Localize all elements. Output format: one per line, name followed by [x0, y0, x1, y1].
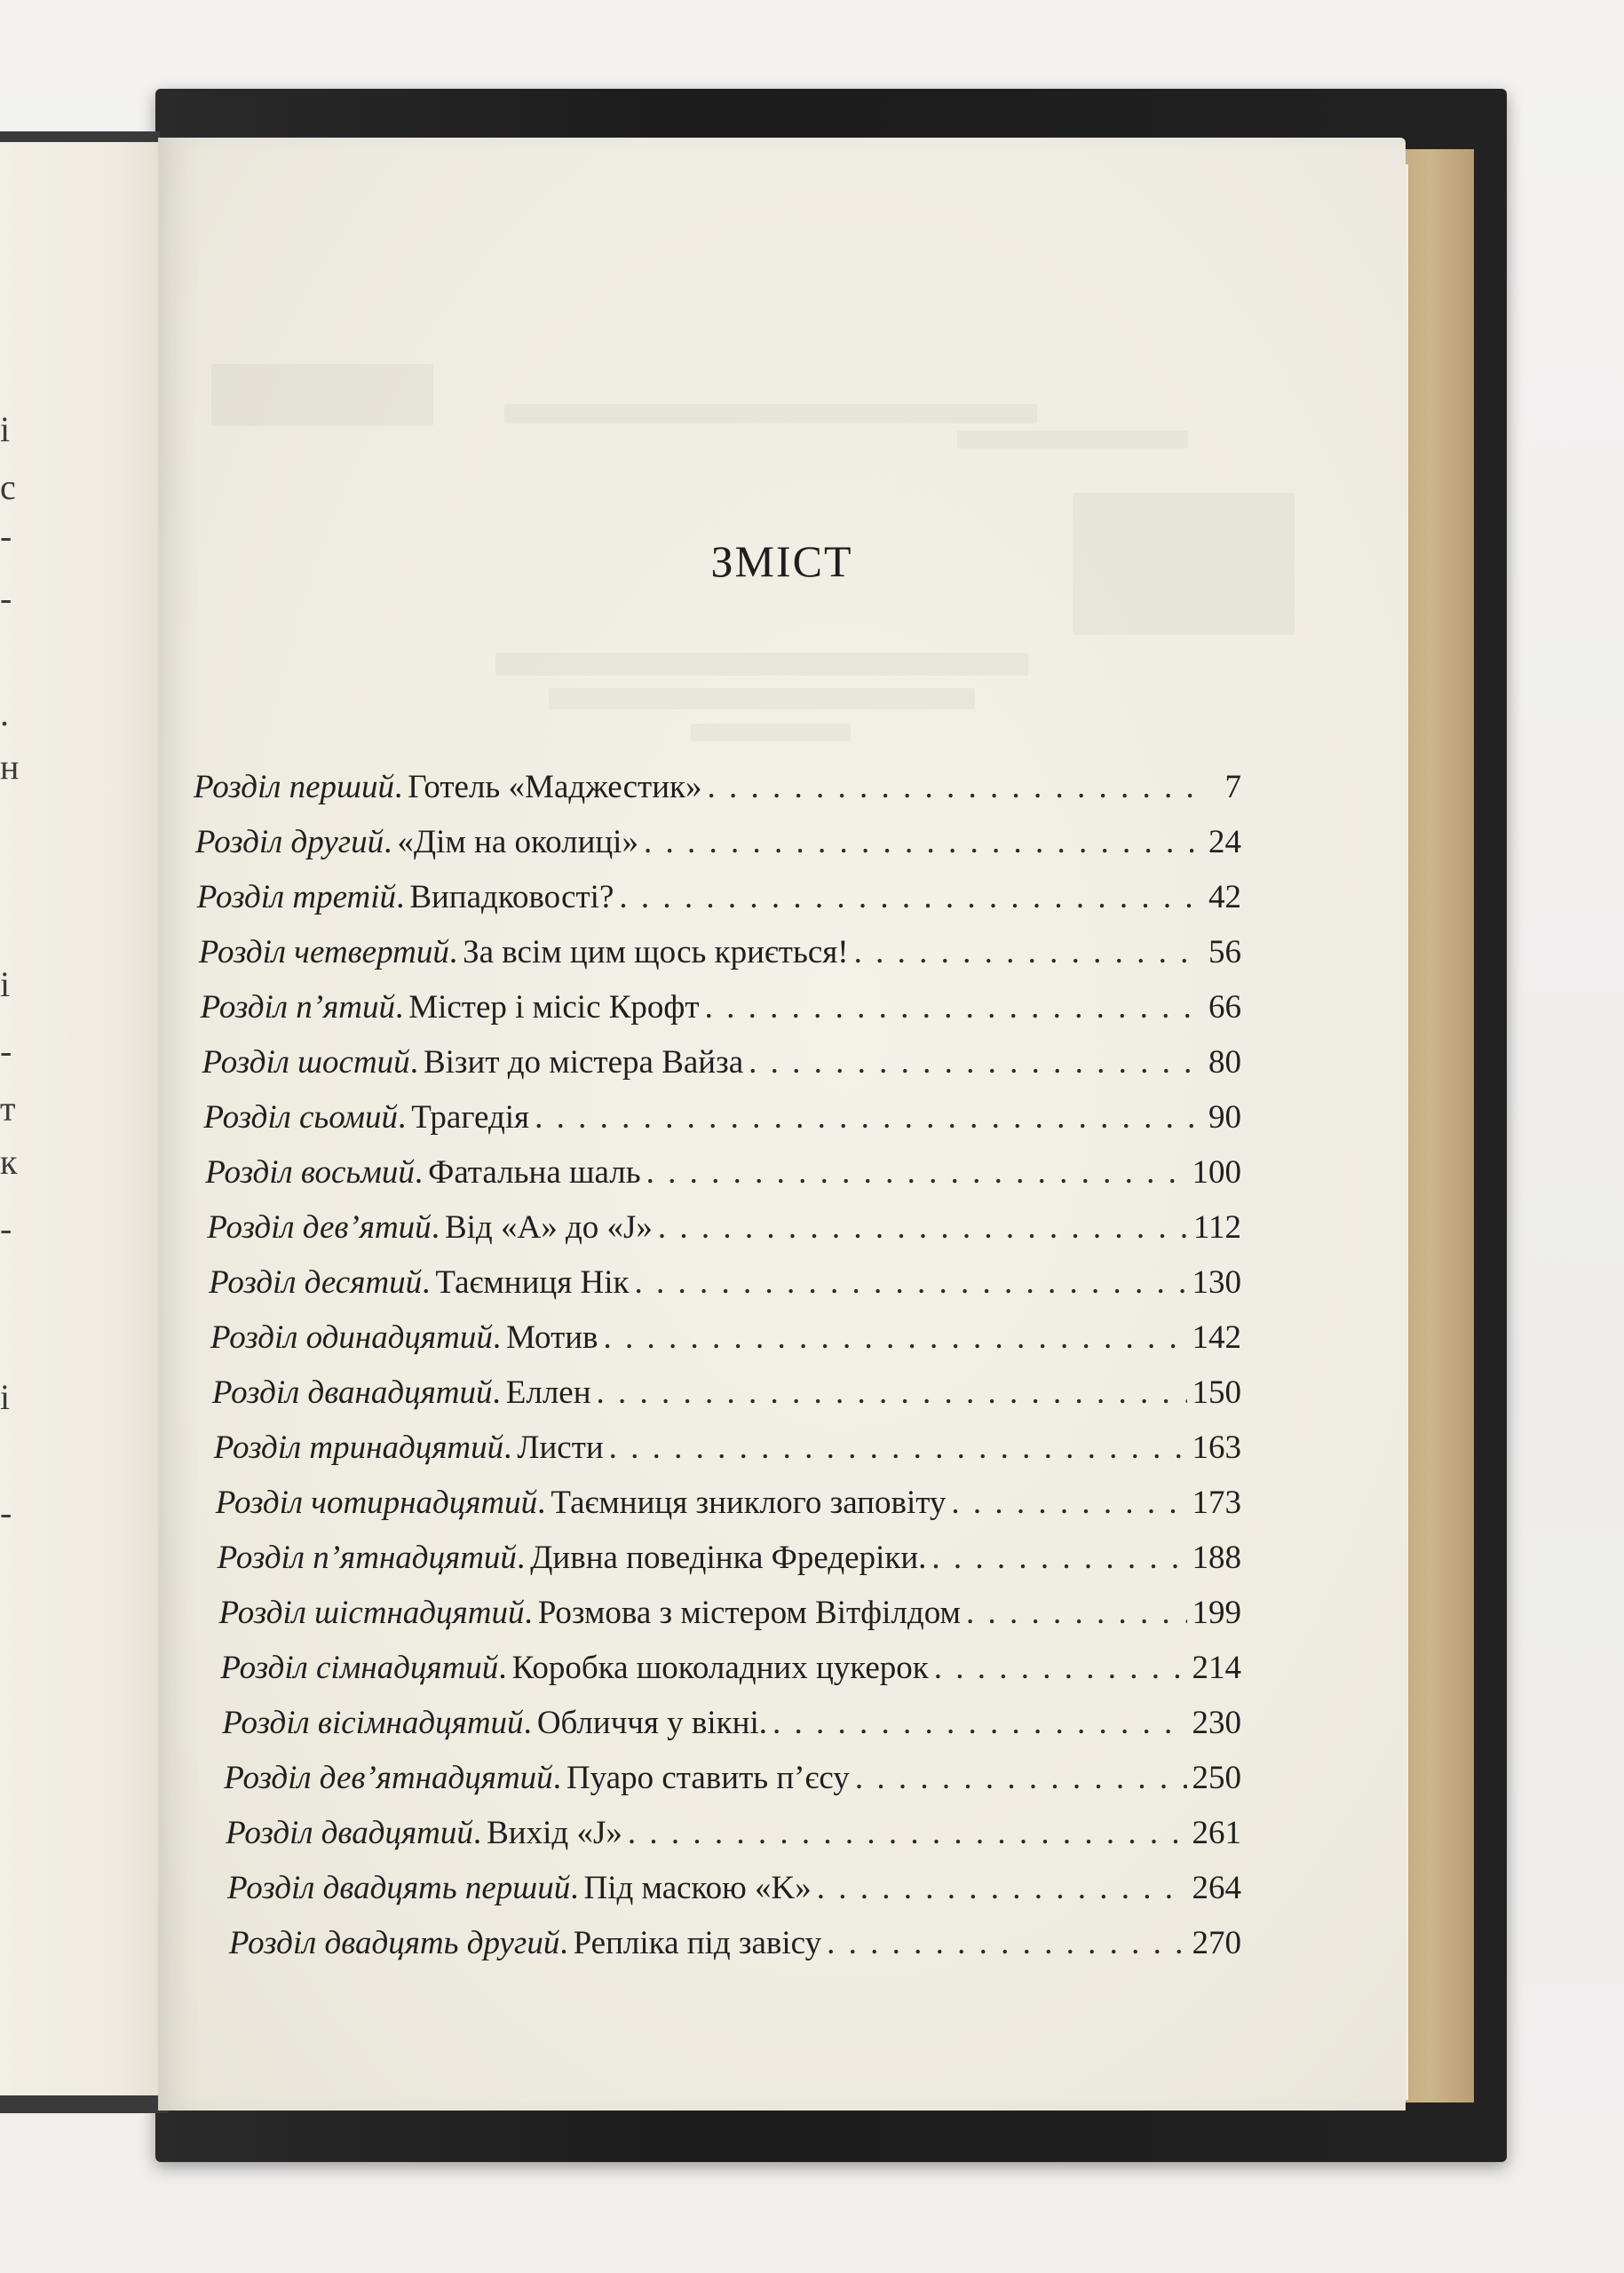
page-number: 163	[1192, 1430, 1241, 1466]
leader-dots	[934, 1649, 1187, 1687]
leader-dots	[966, 1594, 1187, 1632]
toc-entry	[194, 1814, 1241, 1869]
chapter-label: Розділ дев’ятнадцятий	[224, 1760, 553, 1796]
toc-entry	[194, 1484, 1241, 1539]
page-number: 80	[1208, 1044, 1241, 1081]
separator: .	[422, 1264, 431, 1301]
chapter-title: Вихід «J»	[487, 1815, 622, 1851]
chapter-label: Розділ десятий	[209, 1264, 423, 1301]
page-number: 24	[1208, 824, 1241, 860]
toc-entry	[194, 1429, 1241, 1484]
page-number: 150	[1192, 1374, 1241, 1411]
leader-dots	[646, 1153, 1187, 1192]
left-cover-bottom-edge	[0, 2095, 169, 2113]
chapter-title: Коробка шоколадних цукерок	[511, 1650, 929, 1686]
separator: .	[570, 1870, 579, 1906]
left-fragment: і	[0, 409, 11, 449]
separator: .	[552, 1760, 561, 1796]
left-fragment: -	[0, 1031, 12, 1071]
toc-entry	[194, 1208, 1241, 1263]
leader-dots	[931, 1539, 1186, 1577]
left-fragment: .	[0, 693, 9, 733]
separator: .	[524, 1595, 533, 1631]
separator: .	[559, 1925, 568, 1961]
chapter-label: Розділ п’ятий	[200, 989, 395, 1026]
page-number: 250	[1192, 1760, 1241, 1796]
toc-entry	[194, 1759, 1241, 1814]
chapter-title: Мотив	[506, 1319, 598, 1356]
page-number: 261	[1192, 1815, 1241, 1851]
left-fragment: т	[0, 1089, 16, 1129]
chapter-label: Розділ третій	[196, 879, 397, 915]
chapter-title: Містер і місіс Крофт	[408, 989, 700, 1026]
page-number: 66	[1208, 989, 1241, 1026]
left-fragment: і	[0, 964, 11, 1004]
toc-entry	[194, 1319, 1241, 1374]
separator: .	[523, 1705, 532, 1741]
page-number: 112	[1192, 1209, 1241, 1246]
leader-dots	[604, 1319, 1187, 1357]
leader-dots	[628, 1814, 1187, 1852]
chapter-label: Розділ восьмий	[205, 1154, 415, 1191]
chapter-label: Розділ дванадцятий	[211, 1374, 493, 1411]
chapter-title: Листи	[517, 1430, 604, 1466]
separator: .	[492, 1319, 502, 1356]
separator: .	[414, 1154, 424, 1191]
left-fragment: -	[0, 1493, 12, 1532]
chapter-label: Розділ шостий	[202, 1044, 410, 1081]
separator: .	[431, 1209, 440, 1246]
page-number: 100	[1192, 1154, 1241, 1191]
chapter-label: Розділ четвертий	[198, 934, 449, 970]
page-number: 173	[1192, 1485, 1241, 1521]
leader-dots	[619, 878, 1200, 916]
leader-dots	[634, 1263, 1186, 1302]
chapter-label: Розділ двадцять другий	[228, 1925, 560, 1961]
left-fragment: -	[0, 516, 12, 556]
left-fragment: -	[0, 1208, 12, 1248]
page-number: 264	[1192, 1870, 1241, 1906]
leader-dots	[772, 1704, 1187, 1742]
toc-entry	[194, 823, 1241, 878]
page-number: 130	[1192, 1264, 1241, 1301]
page-title: ЗМІСТ	[710, 536, 853, 586]
toc-entry	[194, 1704, 1241, 1759]
chapter-label: Розділ п’ятнадцятий	[217, 1540, 517, 1576]
toc-entry	[194, 1374, 1241, 1429]
separator: .	[393, 769, 403, 805]
toc-entry	[194, 988, 1241, 1043]
page-number: 90	[1208, 1099, 1241, 1136]
left-fragment: к	[0, 1142, 18, 1182]
left-fragment: -	[0, 578, 12, 618]
separator: .	[396, 879, 405, 915]
page-number: 42	[1208, 879, 1241, 915]
chapter-title: Готель «Маджестик»	[408, 769, 702, 805]
leader-dots	[951, 1484, 1186, 1522]
toc-entry	[194, 1649, 1241, 1704]
toc-entry	[194, 1539, 1241, 1594]
page-number: 214	[1192, 1650, 1241, 1686]
separator: .	[448, 934, 458, 970]
chapter-title: «Дім на околиці»	[397, 824, 638, 860]
separator: .	[492, 1374, 501, 1411]
page-number: 56	[1208, 934, 1241, 970]
separator: .	[537, 1485, 546, 1521]
leader-dots	[827, 1924, 1186, 1962]
chapter-title: Випадковості?	[409, 879, 614, 915]
chapter-label: Розділ тринадцятий	[213, 1430, 504, 1466]
separator: .	[394, 989, 404, 1026]
left-page	[0, 142, 169, 2095]
separator: .	[498, 1650, 507, 1686]
leader-dots	[855, 1759, 1187, 1797]
chapter-label: Розділ вісімнадцятий	[222, 1705, 524, 1741]
page-number: 188	[1192, 1540, 1241, 1576]
toc-entry	[194, 1869, 1241, 1924]
contents-page	[158, 138, 1406, 2111]
chapter-label: Розділ шістнадцятий	[218, 1595, 525, 1631]
toc-entry	[194, 1098, 1241, 1153]
chapter-title: Таємниця Нік	[435, 1264, 630, 1301]
separator: .	[472, 1815, 482, 1851]
left-fragment: с	[0, 467, 16, 507]
page-number: 270	[1192, 1925, 1241, 1961]
toc-entry	[194, 933, 1241, 988]
page-number: 142	[1192, 1319, 1241, 1356]
chapter-label: Розділ перший	[194, 769, 394, 805]
leader-dots	[609, 1429, 1187, 1467]
leader-dots	[854, 933, 1200, 971]
chapter-label: Розділ двадцятий	[226, 1815, 473, 1851]
separator: .	[516, 1540, 526, 1576]
chapter-title: Пуаро ставить п’єсу	[566, 1760, 850, 1796]
toc-entry	[194, 878, 1241, 933]
toc-entry	[194, 1924, 1241, 1979]
chapter-title: За всім цим щось криється!	[463, 934, 849, 970]
left-fragment: н	[0, 747, 20, 787]
chapter-label: Розділ одинадцятий	[210, 1319, 493, 1356]
page-number: 7	[1224, 769, 1241, 805]
separator: .	[409, 1044, 418, 1081]
separator: .	[384, 824, 392, 860]
chapter-title: Еллен	[505, 1374, 591, 1411]
page-number: 230	[1192, 1705, 1241, 1741]
toc-entry	[194, 768, 1241, 823]
chapter-label: Розділ дев’ятий	[207, 1209, 432, 1246]
chapter-label: Розділ чотирнадцятий	[215, 1485, 538, 1521]
chapter-title: Трагедія	[411, 1099, 530, 1136]
left-fragment: і	[0, 1377, 11, 1417]
leader-dots	[658, 1208, 1188, 1247]
chapter-title: Розмова з містером Вітфілдом	[537, 1595, 961, 1631]
toc-entry	[194, 1263, 1241, 1319]
chapter-title: Обличчя у вікні.	[536, 1705, 767, 1741]
toc-entry	[194, 1594, 1241, 1649]
toc-entry	[194, 1153, 1241, 1208]
leader-dots	[597, 1374, 1187, 1412]
chapter-title: Репліка під завісу	[573, 1925, 822, 1961]
chapter-title: Дивна поведінка Фредеріки.	[530, 1540, 927, 1576]
chapter-title: Візит до містера Вайза	[423, 1044, 744, 1081]
chapter-title: Фатальна шаль	[428, 1154, 641, 1191]
chapter-label: Розділ сьомий	[203, 1099, 398, 1136]
page-number: 199	[1192, 1595, 1241, 1631]
leader-dots	[817, 1869, 1187, 1907]
leader-dots	[749, 1043, 1200, 1081]
chapter-title: Під маскою «K»	[583, 1870, 812, 1906]
leader-dots	[535, 1098, 1200, 1136]
separator: .	[503, 1430, 512, 1466]
separator: .	[397, 1099, 407, 1136]
leader-dots	[705, 988, 1200, 1026]
leader-dots	[707, 768, 1200, 806]
chapter-label: Розділ двадцять перший	[227, 1870, 571, 1906]
table-of-contents	[194, 768, 1241, 1979]
leader-dots	[644, 823, 1200, 861]
left-page-text-fragments	[0, 142, 36, 2095]
toc-entry	[194, 1043, 1241, 1098]
chapter-label: Розділ другий	[194, 824, 384, 860]
chapter-title: Таємниця зниклого заповіту	[551, 1485, 947, 1521]
chapter-title: Від «А» до «J»	[444, 1209, 653, 1246]
chapter-label: Розділ сімнадцятий	[220, 1650, 499, 1686]
